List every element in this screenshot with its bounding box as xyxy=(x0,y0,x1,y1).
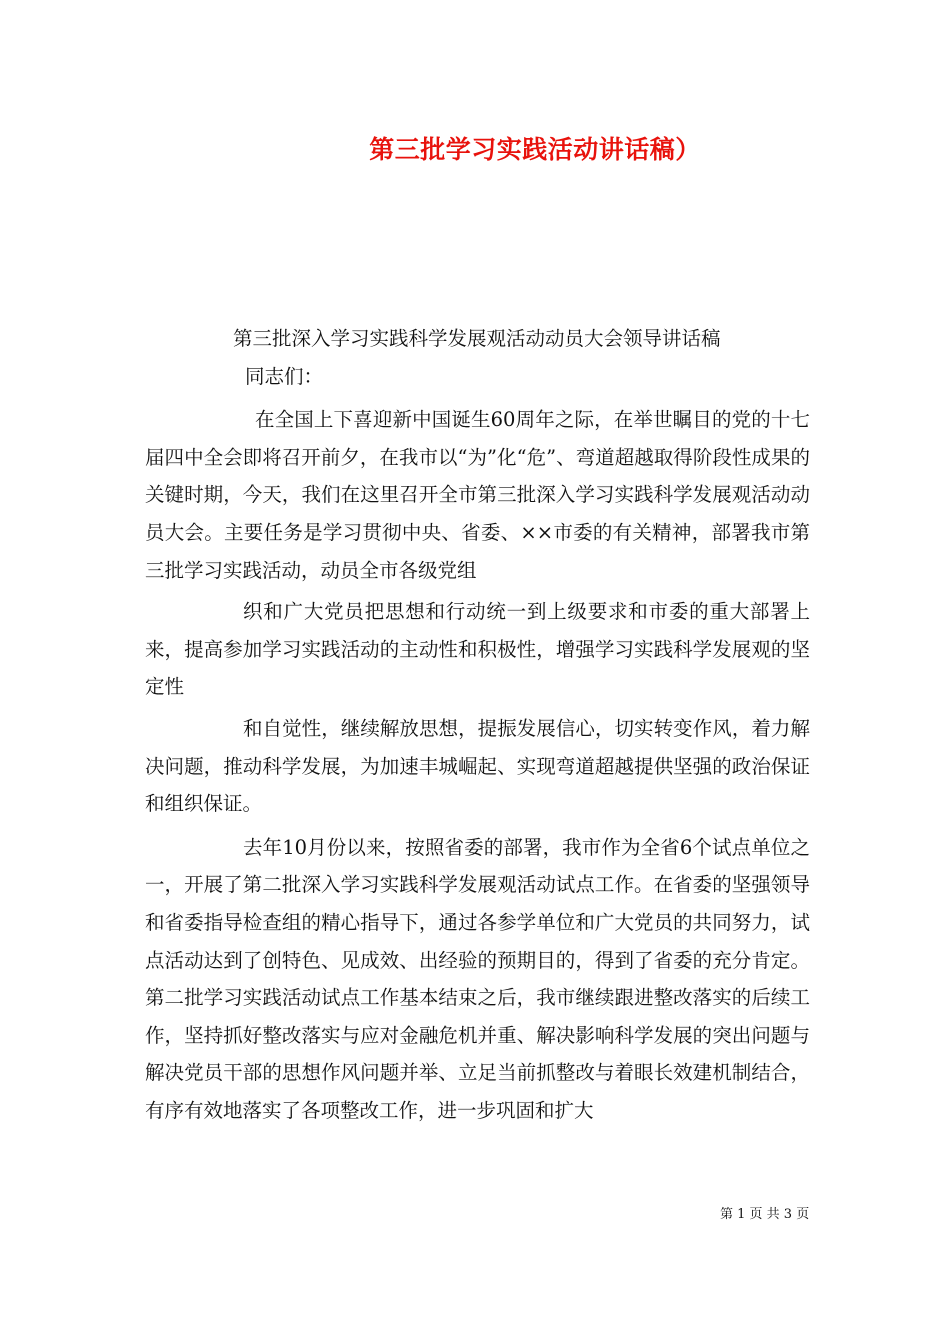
greeting: 同志们： xyxy=(245,364,324,388)
paragraph-4: 去年10月份以来，按照省委的部署，我市作为全省6个试点单位之一，开展了第二批深入学习实践科学发展观活动试点工作。在省委的坚强领导和省委指导检查组的精心指导下，通过各参学单位和广大党员的共同努力，试点活动达到了创特色、见成效、出经验的预期目的，得到了省委的充分肯定。第二批学习实践活动试点工作基本结束之后，我市继续跟进整改落实的后续工作，坚持抓好整改落实与应对金融危机并重、解决影响科学发展的突出问题与解决党员干部的思想作风问题并举、立足当前抓整改与着眼长效建机制结合，有序有效地落实了各项整改工作，进一步巩固和扩大 xyxy=(145,835,810,1122)
paragraph-3: 和自觉性，继续解放思想，提振发展信心，切实转变作风，着力解决问题，推动科学发展，为加速丰城崛起、实现弯道超越提供坚强的政治保证和组织保证。 xyxy=(145,716,810,816)
paragraph-1: 在全国上下喜迎新中国诞生60周年之际，在举世瞩目的党的十七届四中全会即将召开前夕，在我市以“为”化“危”、弯道超越取得阶段性成果的关键时期，今天，我们在这里召开全市第三批深入学习实践科学发展观活动动员大会。主要任务是学习贯彻中央、省委、××市委的有关精神，部署我市第三批学习实践活动，动员全市各级党组 xyxy=(145,408,810,582)
document-body xyxy=(145,320,810,1129)
paragraph-2: 织和广大党员把思想和行动统一到上级要求和市委的重大部署上来，提高参加学习实践活动的主动性和积极性，增强学习实践科学发展观的坚定性 xyxy=(145,600,810,699)
document-title: 第三批学习实践活动讲话稿） xyxy=(369,135,701,164)
page-number: 第 1 页 共 3 页 xyxy=(720,1207,810,1222)
document-subtitle: 第三批深入学习实践科学发展观活动动员大会领导讲话稿 xyxy=(233,327,721,350)
